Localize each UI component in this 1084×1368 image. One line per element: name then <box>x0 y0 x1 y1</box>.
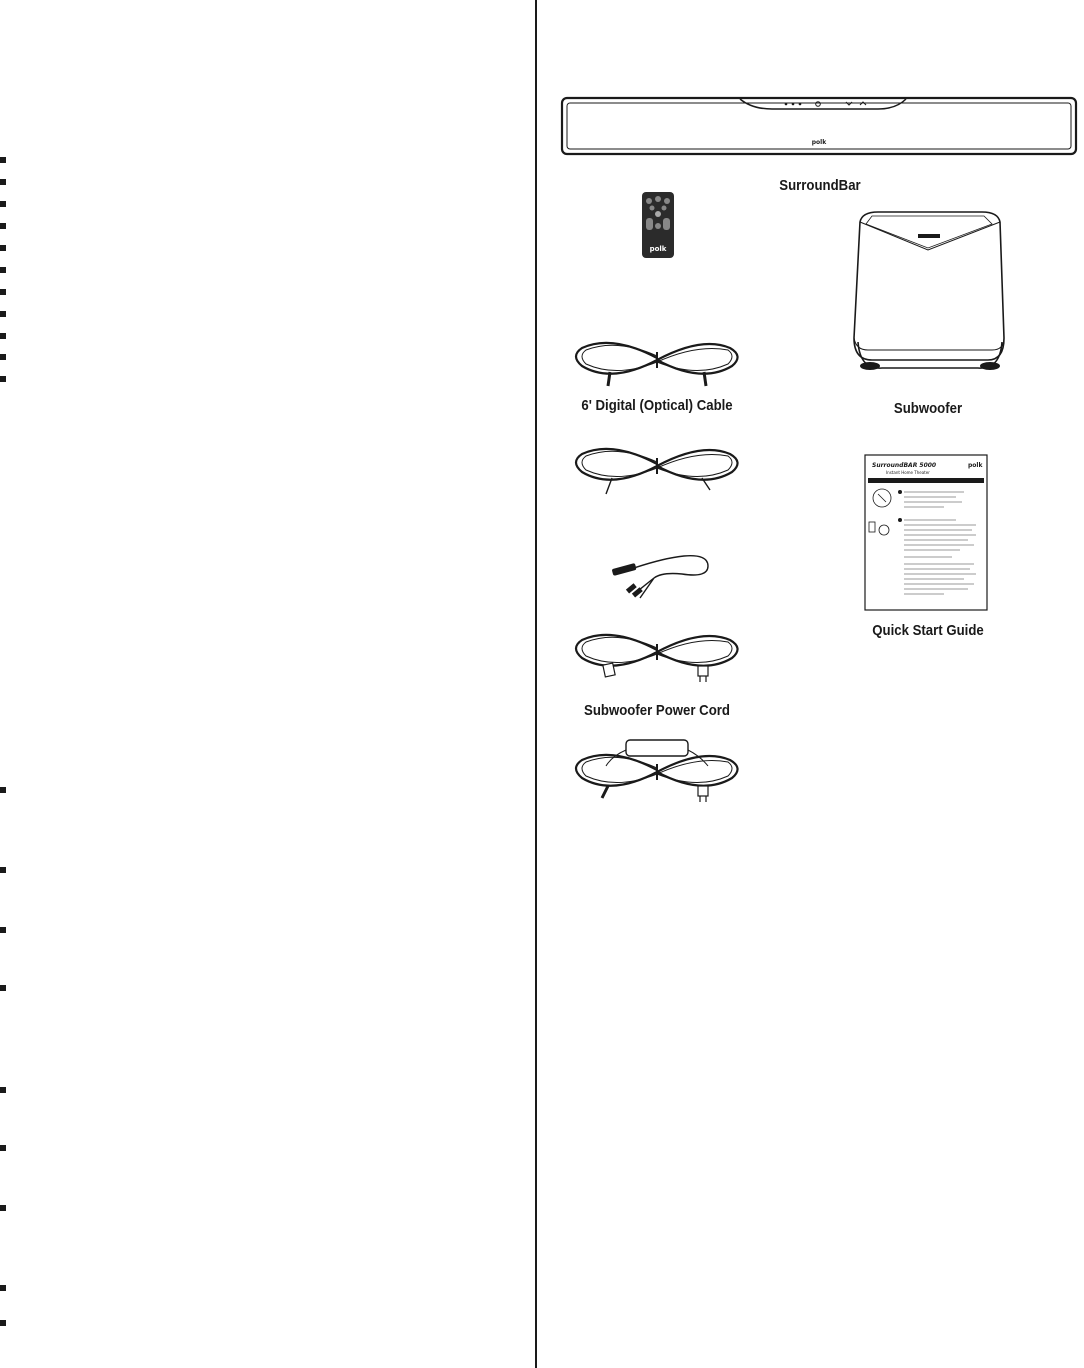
bullet <box>0 787 6 793</box>
bullet <box>0 376 6 382</box>
bullet <box>0 333 6 339</box>
bullet <box>0 289 6 295</box>
label-optical-cable: 6' Digital (Optical) Cable <box>581 397 733 414</box>
guide-subtitle: Instant Home Theater <box>886 470 930 475</box>
bullet <box>0 179 6 185</box>
bullet <box>0 1145 6 1151</box>
label-quick-start-guide: Quick Start Guide <box>872 622 984 639</box>
bullet <box>0 1087 6 1093</box>
bullet <box>0 867 6 873</box>
label-surroundbar: SurroundBar <box>779 177 861 194</box>
bullet <box>0 311 6 317</box>
bullet <box>0 245 6 251</box>
remote-illustration <box>640 190 676 260</box>
bullet <box>0 985 6 991</box>
guide-logo: polk <box>968 462 983 469</box>
y-adapter-cable-illustration <box>604 544 714 600</box>
bullet <box>0 1320 6 1326</box>
bullet <box>0 1205 6 1211</box>
label-subwoofer: Subwoofer <box>893 400 963 417</box>
column-divider <box>535 0 537 1368</box>
bullet <box>0 1285 6 1291</box>
bullet <box>0 927 6 933</box>
bullet <box>0 354 6 360</box>
power-adapter-cord-illustration <box>572 736 742 806</box>
surroundbar-illustration <box>560 96 1078 158</box>
optical-cable-illustration <box>572 338 742 392</box>
bullet <box>0 267 6 273</box>
subwoofer-illustration <box>842 210 1016 380</box>
surroundbar-logo: polk <box>811 139 827 146</box>
subwoofer-power-cord-illustration <box>572 630 742 686</box>
quick-start-guide-illustration <box>864 454 988 612</box>
remote-logo: polk <box>649 245 667 253</box>
bullet <box>0 157 6 163</box>
cable-illustration-2 <box>572 444 742 498</box>
guide-title: SurroundBAR 5000 <box>872 462 937 469</box>
label-subwoofer-power-cord: Subwoofer Power Cord <box>584 702 730 719</box>
bullet <box>0 223 6 229</box>
bullet <box>0 201 6 207</box>
